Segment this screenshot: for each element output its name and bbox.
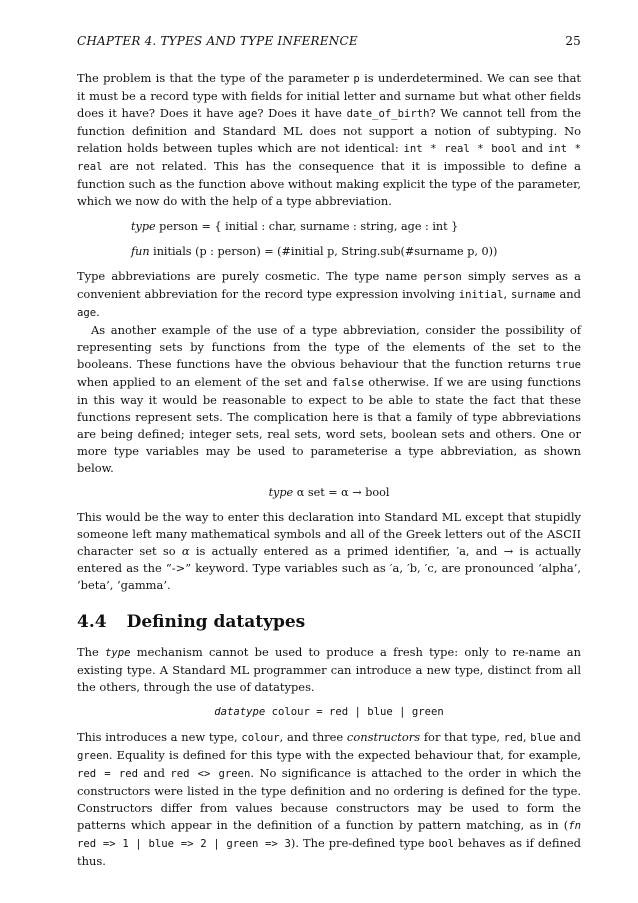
section-heading xyxy=(77,612,581,632)
code-inline: date_of_birth xyxy=(346,108,430,120)
section-title: Defining datatypes xyxy=(126,612,306,632)
page xyxy=(77,34,581,870)
section-number: 4.4 xyxy=(77,612,107,632)
paragraph-4: This would be the way to enter this declaration into Standard ML except that stupidly someone left many mathematical symbols and all of the Greek letters out of the ASCII character set so α is actually entered as a primed identifier, ′a, and → is actually entered as the “->” keyword. Type variables such as ′a, ′b, ′c, are pronounced ‘alpha’, ‘beta’, ‘gamma’. xyxy=(77,510,581,592)
paragraph-2: Type abbreviations are purely cosmetic. The type name person simply serves as a convenient abbreviation for the record type expression involving initial, surname and age. xyxy=(77,269,581,319)
paragraph-1: The problem is that the type of the parameter p is underdetermined. We can see that it must be a record type with fields for initial letter and surname but what other fields does it have? Does it have age? Does it have date_of_birth? We cannot tell from the function definition and Standard ML does not support a notion of subtyping. No relation holds between tuples which are not identical: int * real * bool and int * real are not related. This has the consequence that it is impossible to define a function such as the function above without making explicit the type of the parameter, which we now do with the help of a type abbreviation. xyxy=(77,71,582,208)
chapter-title: CHAPTER 4. TYPES AND TYPE INFERENCE xyxy=(77,34,358,48)
code-line-type-person: type person = { initial : char, surname : string, age : int } xyxy=(131,220,459,233)
page-number: 25 xyxy=(565,34,581,48)
paragraph-5: The type mechanism cannot be used to produce a fresh type: only to re-name an existing type. A Standard ML programmer can introduce a new type, distinct from all the others, through the use of datatypes. xyxy=(77,645,581,694)
code-inline: age xyxy=(238,108,258,120)
code-inline: int * real xyxy=(77,143,582,173)
code-line-alpha-set: type α set = α → bool xyxy=(268,486,390,499)
paragraph-6: This introduces a new type, colour, and three constructors for that type, red, blue and green. Equality is defined for this type with the expected behaviour that, for example, red = red and red <> green. No significance is attached to the order in which the constructors were listed in the type definition and no ordering is defined for the type. Constructors differ from values because constructors may be used to form the patterns which appear in the definition of a function by pattern matching, as in (fn red => 1 | blue => 2 | green => 3). The pre-defined type bool behaves as if defined thus. xyxy=(77,730,582,868)
code-line-datatype-colour: datatype colour = red | blue | green xyxy=(214,706,444,718)
code-line-fun-initials: fun initials (p : person) = (#initial p, String.sub(#surname p, 0)) xyxy=(131,245,498,258)
code-inline: int * real * bool xyxy=(403,143,517,155)
paragraph-3: As another example of the use of a type abbreviation, consider the possibility of representing sets by functions from the type of the elements of the set to the booleans. These functions have the obvious behaviour that the function returns true when applied to an element of the set and false otherwise. If we are using functions in this way it would be reasonable to expect to be able to state the fact that these functions represent sets. The complication here is that a family of type abbreviations are being defined; integer sets, real sets, word sets, boolean sets and others. One or more type variables may be used to parameterise a type abbreviation, as shown below. xyxy=(77,323,581,475)
code-inline: p xyxy=(353,73,360,85)
running-header xyxy=(77,34,581,48)
